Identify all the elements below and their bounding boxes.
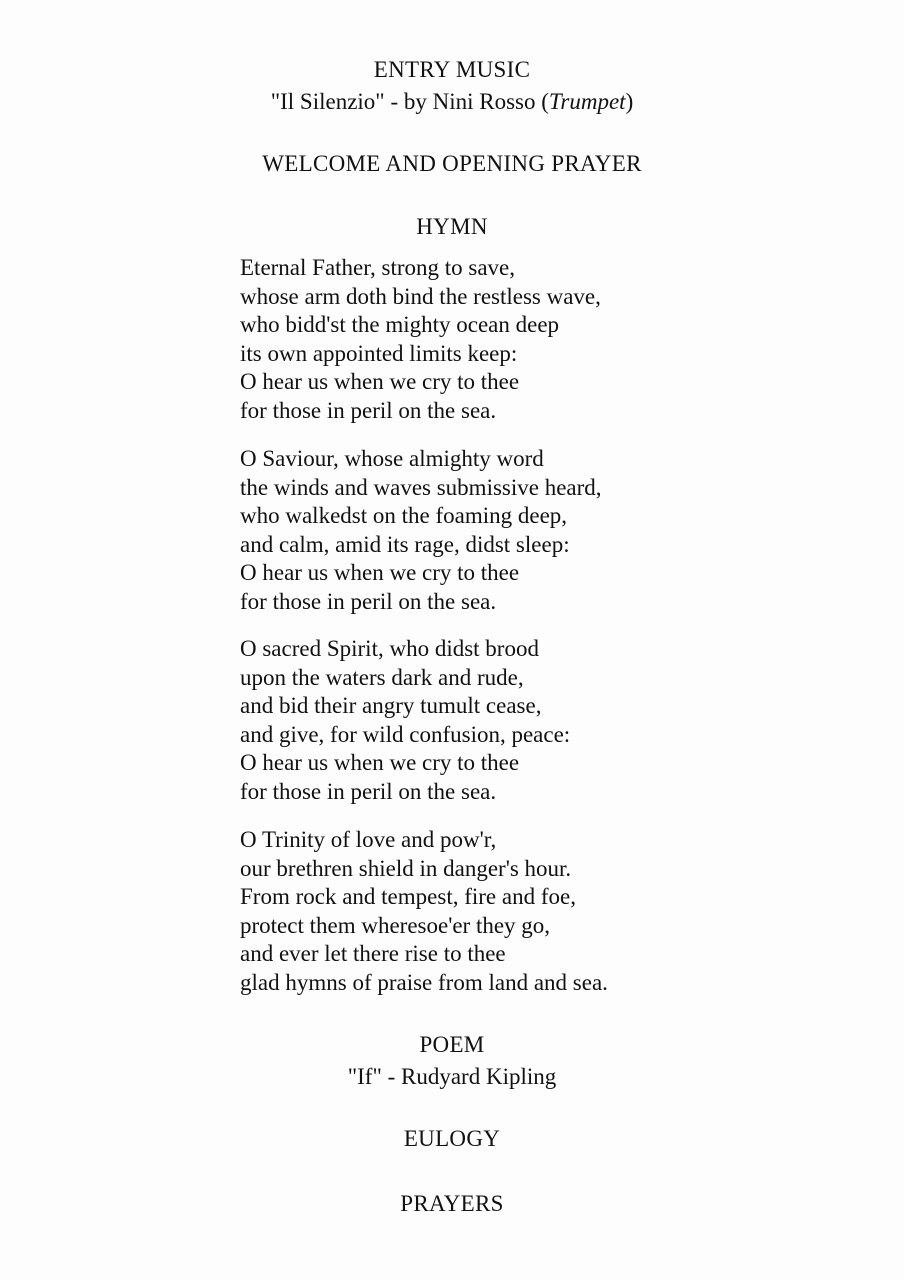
hymn-verse-1 — [240, 254, 880, 425]
verse-line: From rock and tempest, fire and foe, — [240, 884, 576, 909]
verse-line: O hear us when we cry to thee — [240, 560, 520, 585]
verse-line: its own appointed limits keep: — [240, 340, 518, 366]
verse-line: who walkedst on the foaming deep, — [240, 503, 568, 528]
verse-line: our brethren shield in danger's hour. — [240, 855, 572, 881]
verse-line: glad hymns of praise from land and sea. — [240, 969, 608, 995]
welcome-heading: WELCOME AND OPENING PRAYER — [262, 151, 642, 176]
poem-subtitle: "If" - Rudyard Kipling — [347, 1064, 557, 1089]
verse-line: O hear us when we cry to thee — [240, 750, 520, 775]
verse-line: O sacred Spirit, who didst brood — [240, 636, 539, 661]
verse-line: O Trinity of love and pow'r, — [240, 827, 497, 852]
verse-line: for those in peril on the sea. — [240, 588, 497, 614]
verse-line: O hear us when we cry to thee — [240, 369, 520, 394]
entry-music-piece-text: "Il Silenzio" - by Nini Rosso ( — [270, 89, 549, 114]
verse-line: Eternal Father, strong to save, — [240, 255, 516, 280]
hymn-verse-2 — [240, 445, 880, 616]
verse-line: the winds and waves submissive heard, — [240, 474, 602, 500]
verse-line: and ever let there rise to thee — [240, 941, 506, 966]
entry-music-piece — [0, 88, 904, 116]
verse-line: for those in peril on the sea. — [240, 397, 497, 423]
eulogy-heading: EULOGY — [403, 1126, 501, 1151]
verse-line: upon the waters dark and rude, — [240, 664, 524, 690]
hymn-verse-4 — [240, 826, 880, 997]
verse-line: protect them wheresoe'er they go, — [240, 912, 551, 938]
poem-heading: POEM — [419, 1032, 485, 1057]
entry-music-instrument: Trumpet — [548, 89, 626, 114]
entry-music-piece-close: ) — [625, 89, 634, 114]
entry-music-heading: ENTRY MUSIC — [373, 57, 531, 82]
verse-line: and calm, amid its rage, didst sleep: — [240, 531, 570, 557]
verse-line: whose arm doth bind the restless wave, — [240, 283, 601, 309]
hymn-verse-3 — [240, 635, 880, 806]
verse-line: and bid their angry tumult cease, — [240, 693, 542, 718]
verse-line: for those in peril on the sea. — [240, 778, 497, 804]
verse-line: O Saviour, whose almighty word — [240, 446, 544, 471]
hymn-heading: HYMN — [416, 214, 488, 239]
verse-line: who bidd'st the mighty ocean deep — [240, 312, 560, 337]
prayers-heading: PRAYERS — [400, 1191, 504, 1216]
verse-line: and give, for wild confusion, peace: — [240, 721, 571, 747]
